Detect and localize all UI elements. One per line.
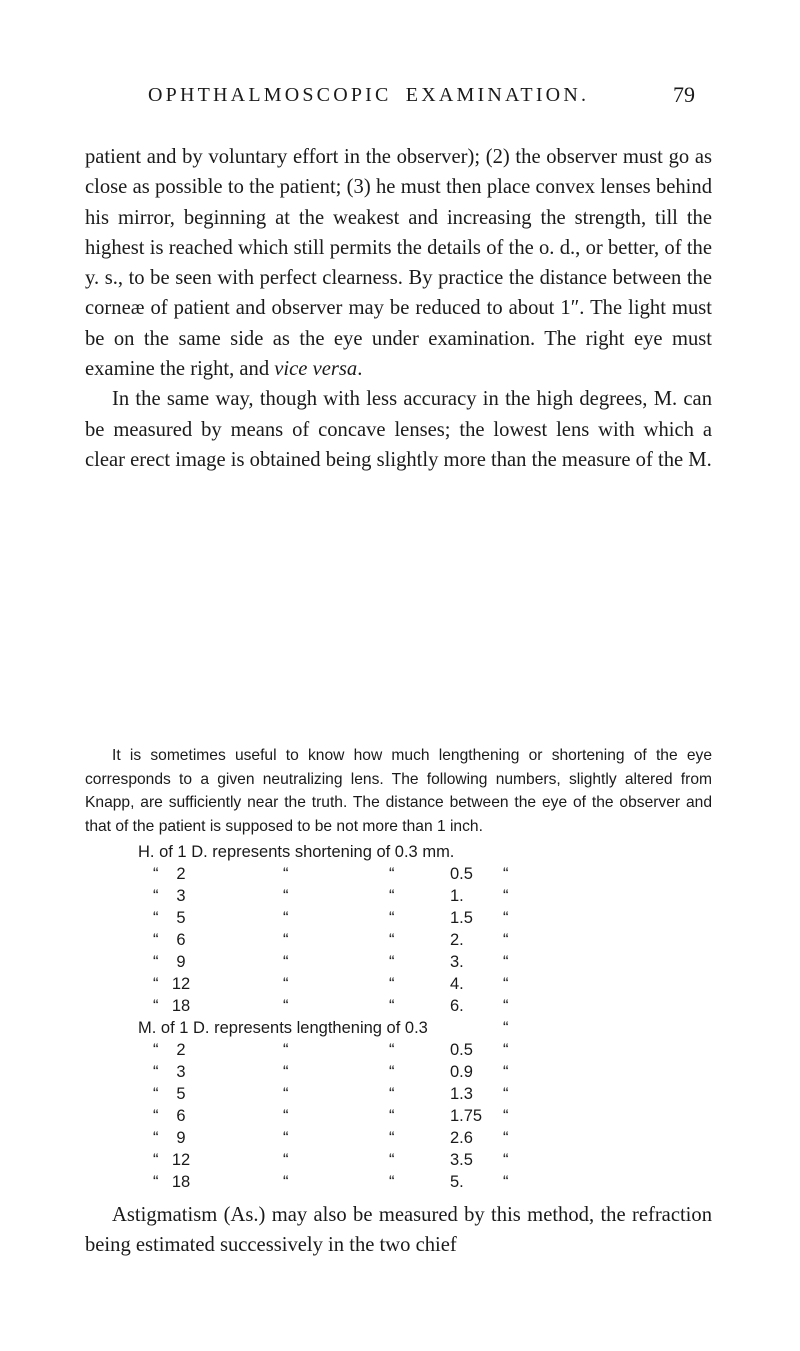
knapp-note-paragraph: It is sometimes useful to know how much lengthening or shortening of the eye corresponds to a given neutralizing lens. The following numbers, slightly altered from Knapp, are sufficiently near the truth. The distance between the eye of the observer and that of the patient is supposed to be not more than 1 inch. <box>85 747 712 836</box>
ditto-mark: “ <box>389 975 395 993</box>
running-head-title: OPHTHALMOSCOPIC EXAMINATION. <box>148 84 590 106</box>
ditto-mark: “ <box>283 1085 289 1103</box>
diopter-value: 3 <box>176 1063 186 1081</box>
length-value: 3.5 <box>450 1151 473 1169</box>
m-table-row <box>0 1041 800 1063</box>
ditto-mark: “ <box>283 1151 289 1169</box>
m-lead-unit: “ <box>503 1019 509 1037</box>
ditto-mark: “ <box>153 1063 159 1081</box>
diopter-value: 6 <box>176 1107 186 1125</box>
ditto-mark: “ <box>389 865 395 883</box>
ditto-mark: “ <box>283 975 289 993</box>
h-table-row <box>0 975 800 997</box>
ditto-mark: “ <box>283 1129 289 1147</box>
ditto-mark: “ <box>153 975 159 993</box>
ditto-mark: “ <box>153 1041 159 1059</box>
diopter-value: 9 <box>176 1129 186 1147</box>
m-table-row <box>0 1085 800 1107</box>
ditto-mark: “ <box>389 1129 395 1147</box>
ditto-mark: “ <box>153 909 159 927</box>
ditto-mark: “ <box>503 975 509 993</box>
ditto-mark: “ <box>389 953 395 971</box>
m-table-row <box>0 1129 800 1151</box>
ditto-mark: “ <box>283 1173 289 1191</box>
ditto-mark: “ <box>283 953 289 971</box>
page-number: 79 <box>673 82 695 107</box>
ditto-mark: “ <box>503 997 509 1015</box>
ditto-mark: “ <box>283 909 289 927</box>
diopter-value: 9 <box>176 953 186 971</box>
h-table-row <box>0 909 800 931</box>
ditto-mark: “ <box>283 931 289 949</box>
h-table-row <box>0 931 800 953</box>
length-value: 3. <box>450 953 464 971</box>
ditto-mark: “ <box>389 1173 395 1191</box>
ditto-mark: “ <box>283 1041 289 1059</box>
length-value: 5. <box>450 1173 464 1191</box>
ditto-mark: “ <box>283 1063 289 1081</box>
final-text <box>85 1200 712 1261</box>
ditto-mark: “ <box>283 997 289 1015</box>
diopter-value: 12 <box>171 1151 191 1169</box>
ditto-mark: “ <box>283 865 289 883</box>
ditto-mark: “ <box>503 1151 509 1169</box>
final-paragraph: Astigmatism (As.) may also be measured by this method, the refraction being estimated successively in the two chief <box>85 1204 712 1257</box>
diopter-value: 12 <box>171 975 191 993</box>
diopter-value: 6 <box>176 931 186 949</box>
length-value: 0.9 <box>450 1063 473 1081</box>
ditto-mark: “ <box>389 1085 395 1103</box>
h-table-row <box>0 997 800 1019</box>
running-head <box>0 84 800 114</box>
h-table-row <box>0 865 800 887</box>
m-table-row <box>0 1173 800 1195</box>
ditto-mark: “ <box>283 887 289 905</box>
length-value: 2.6 <box>450 1129 473 1147</box>
body-paragraph-2: In the same way, though with less accuracy in the high degrees, M. can be measured by means of concave lenses; the lowest lens with which a clear erect image is obtained being slightly more than the measure of the M. <box>85 388 712 471</box>
length-value: 1.3 <box>450 1085 473 1103</box>
length-value: 4. <box>450 975 464 993</box>
diopter-value: 2 <box>176 1041 186 1059</box>
body-paragraph-1: patient and by voluntary effort in the observer); (2) the observer must go as close as possible to the patient; (3) he must then place convex lenses behind his mirror, beginning at the weakest and increasing the strength, till the highest is reached which still permits the details of the o. d., or better, of the y. s., to be seen with perfect clearness. By practice the distance between the corneæ of patient and observer may be reduced to about 1″. The light must be on the same side as the eye under examination. The right eye must examine the right, and vice versa. <box>85 146 712 381</box>
diopter-value: 3 <box>176 887 186 905</box>
ditto-mark: “ <box>503 1063 509 1081</box>
ditto-mark: “ <box>503 1173 509 1191</box>
ditto-mark: “ <box>153 997 159 1015</box>
ditto-mark: “ <box>503 865 509 883</box>
ditto-mark: “ <box>503 909 509 927</box>
ditto-mark: “ <box>153 953 159 971</box>
diopter-value: 18 <box>171 1173 191 1191</box>
ditto-mark: “ <box>389 1041 395 1059</box>
italic-phrase: vice versa <box>274 358 358 381</box>
h-lead-text: H. of 1 D. represents shortening of 0.3 mm. <box>138 843 455 861</box>
ditto-mark: “ <box>153 1173 159 1191</box>
ditto-mark: “ <box>153 865 159 883</box>
length-value: 1. <box>450 887 464 905</box>
m-table-row <box>0 1063 800 1085</box>
ditto-mark: “ <box>389 887 395 905</box>
m-table-row <box>0 1107 800 1129</box>
h-lead-row <box>0 843 800 865</box>
diopter-value: 5 <box>176 909 186 927</box>
ditto-mark: “ <box>153 1107 159 1125</box>
ditto-mark: “ <box>503 1041 509 1059</box>
diopter-value: 2 <box>176 865 186 883</box>
ditto-mark: “ <box>389 1107 395 1125</box>
ditto-mark: “ <box>389 997 395 1015</box>
ditto-mark: “ <box>153 1151 159 1169</box>
ditto-mark: “ <box>503 887 509 905</box>
ditto-mark: “ <box>503 931 509 949</box>
ditto-mark: “ <box>503 953 509 971</box>
ditto-mark: “ <box>389 1151 395 1169</box>
ditto-mark: “ <box>503 1085 509 1103</box>
ditto-mark: “ <box>503 1107 509 1125</box>
ditto-mark: “ <box>389 1063 395 1081</box>
ditto-mark: “ <box>389 931 395 949</box>
ditto-mark: “ <box>389 909 395 927</box>
diopter-value: 5 <box>176 1085 186 1103</box>
length-value: 0.5 <box>450 1041 473 1059</box>
ditto-mark: “ <box>503 1129 509 1147</box>
length-value: 1.75 <box>450 1107 483 1125</box>
ditto-mark: “ <box>153 931 159 949</box>
m-lead-text: M. of 1 D. represents lengthening of 0.3 <box>138 1019 428 1037</box>
m-lead-row <box>0 1019 800 1041</box>
m-table-row <box>0 1151 800 1173</box>
ditto-mark: “ <box>153 887 159 905</box>
ditto-mark: “ <box>153 1129 159 1147</box>
length-value: 2. <box>450 931 464 949</box>
body-text <box>85 142 712 475</box>
knapp-note <box>85 744 712 839</box>
length-value: 1.5 <box>450 909 473 927</box>
h-table-row <box>0 953 800 975</box>
h-table-row <box>0 887 800 909</box>
diopter-value: 18 <box>171 997 191 1015</box>
length-value: 0.5 <box>450 865 473 883</box>
length-value: 6. <box>450 997 464 1015</box>
ditto-mark: “ <box>283 1107 289 1125</box>
ditto-mark: “ <box>153 1085 159 1103</box>
